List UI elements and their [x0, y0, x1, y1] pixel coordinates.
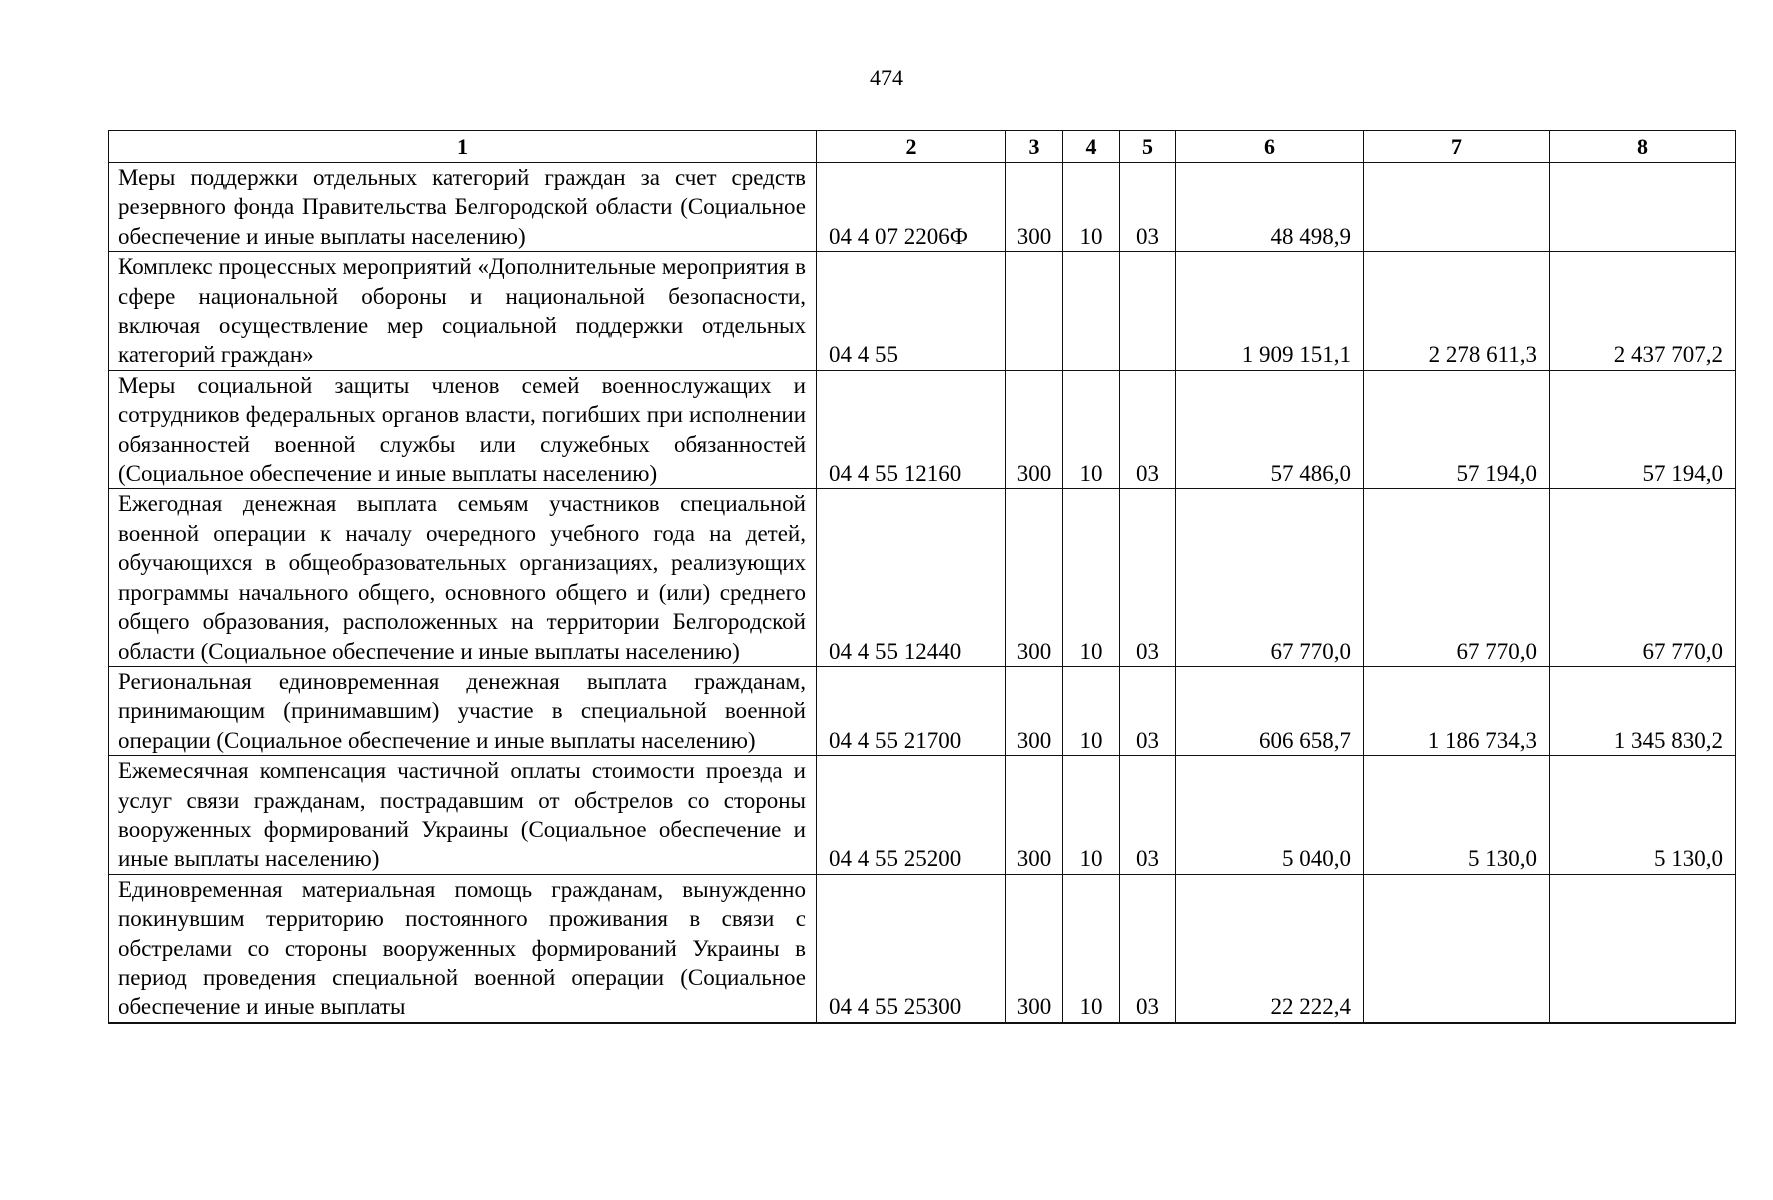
- table-row: [109, 163, 1736, 252]
- table-row: [109, 666, 1736, 755]
- row-section: 10: [1063, 163, 1120, 252]
- row-code: 04 4 55 12160: [817, 370, 1006, 489]
- row-value-col8: 5 130,0: [1550, 756, 1736, 875]
- row-subsection: 03: [1120, 370, 1176, 489]
- row-value-col6: 606 658,7: [1176, 666, 1364, 755]
- row-section: [1063, 252, 1120, 371]
- row-value-col7: [1364, 163, 1550, 252]
- table-row: [109, 489, 1736, 666]
- row-subsection: 03: [1120, 666, 1176, 755]
- row-description: Ежегодная денежная выплата семьям участников специальной военной операции к началу очередного учебного года на детей, обучающихся в общеобразовательных организациях, реализующих программы начального общего, основного общего и (или) среднего общего образования, расположенных на территории Белгородской области (Социальное обеспечение и иные выплаты населению): [109, 489, 817, 666]
- row-section: 10: [1063, 666, 1120, 755]
- row-section: 10: [1063, 489, 1120, 666]
- header-row: [109, 131, 1736, 163]
- table-row: [109, 756, 1736, 875]
- row-subsection: 03: [1120, 756, 1176, 875]
- row-value-col8: 2 437 707,2: [1550, 252, 1736, 371]
- row-code: 04 4 55 25200: [817, 756, 1006, 875]
- row-description: Региональная единовременная денежная выплата гражданам, принимающим (принимавшим) участие в специальной военной операции (Социальное обеспечение и иные выплаты населению): [109, 666, 817, 755]
- row-code: 04 4 55 12440: [817, 489, 1006, 666]
- row-code: 04 4 07 2206Ф: [817, 163, 1006, 252]
- row-value-col8: 67 770,0: [1550, 489, 1736, 666]
- row-code: 04 4 55 25300: [817, 874, 1006, 1023]
- row-description: Ежемесячная компенсация частичной оплаты стоимости проезда и услуг связи гражданам, пострадавшим от обстрелов со стороны вооруженных формирований Украины (Социальное обеспечение и иные выплаты населению): [109, 756, 817, 875]
- row-expense-type: 300: [1006, 666, 1063, 755]
- row-value-col6: 1 909 151,1: [1176, 252, 1364, 371]
- row-value-col7: 57 194,0: [1364, 370, 1550, 489]
- table-row: [109, 370, 1736, 489]
- row-value-col7: 2 278 611,3: [1364, 252, 1550, 371]
- row-value-col8: [1550, 163, 1736, 252]
- row-value-col8: 1 345 830,2: [1550, 666, 1736, 755]
- column-header: 3: [1006, 131, 1063, 163]
- row-description: Единовременная материальная помощь гражданам, вынужденно покинувшим территорию постоянного проживания в связи с обстрелами со стороны вооруженных формирований Украины в период проведения специальной военной операции (Социальное обеспечение и иные выплаты: [109, 874, 817, 1023]
- row-code: 04 4 55: [817, 252, 1006, 371]
- table-row: [109, 874, 1736, 1023]
- row-subsection: [1120, 252, 1176, 371]
- row-value-col6: 22 222,4: [1176, 874, 1364, 1023]
- row-description: Комплекс процессных мероприятий «Дополнительные мероприятия в сфере национальной обороны и национальной безопасности, включая осуществление мер социальной поддержки отдельных категорий граждан»: [109, 252, 817, 371]
- column-header: 1: [109, 131, 817, 163]
- column-header: 5: [1120, 131, 1176, 163]
- row-expense-type: 300: [1006, 163, 1063, 252]
- row-description: Меры поддержки отдельных категорий граждан за счет средств резервного фонда Правительства Белгородской области (Социальное обеспечение и иные выплаты населению): [109, 163, 817, 252]
- column-header: 4: [1063, 131, 1120, 163]
- row-expense-type: 300: [1006, 370, 1063, 489]
- table-row: [109, 252, 1736, 371]
- row-expense-type: 300: [1006, 756, 1063, 875]
- row-subsection: 03: [1120, 489, 1176, 666]
- row-value-col7: 1 186 734,3: [1364, 666, 1550, 755]
- row-value-col6: 67 770,0: [1176, 489, 1364, 666]
- row-value-col6: 57 486,0: [1176, 370, 1364, 489]
- row-value-col8: 57 194,0: [1550, 370, 1736, 489]
- row-expense-type: 300: [1006, 489, 1063, 666]
- row-value-col6: 5 040,0: [1176, 756, 1364, 875]
- row-section: 10: [1063, 874, 1120, 1023]
- row-value-col7: [1364, 874, 1550, 1023]
- row-section: 10: [1063, 756, 1120, 875]
- page-number: 474: [870, 65, 903, 90]
- budget-table: [108, 130, 1736, 1024]
- column-header: 7: [1364, 131, 1550, 163]
- column-header: 6: [1176, 131, 1364, 163]
- row-value-col7: 5 130,0: [1364, 756, 1550, 875]
- row-section: 10: [1063, 370, 1120, 489]
- row-expense-type: 300: [1006, 874, 1063, 1023]
- row-description: Меры социальной защиты членов семей военнослужащих и сотрудников федеральных органов власти, погибших при исполнении обязанностей военной службы или служебных обязанностей (Социальное обеспечение и иные выплаты населению): [109, 370, 817, 489]
- row-code: 04 4 55 21700: [817, 666, 1006, 755]
- row-subsection: 03: [1120, 874, 1176, 1023]
- row-value-col6: 48 498,9: [1176, 163, 1364, 252]
- row-subsection: 03: [1120, 163, 1176, 252]
- row-expense-type: [1006, 252, 1063, 371]
- column-header: 8: [1550, 131, 1736, 163]
- column-header: 2: [817, 131, 1006, 163]
- row-value-col8: [1550, 874, 1736, 1023]
- row-value-col7: 67 770,0: [1364, 489, 1550, 666]
